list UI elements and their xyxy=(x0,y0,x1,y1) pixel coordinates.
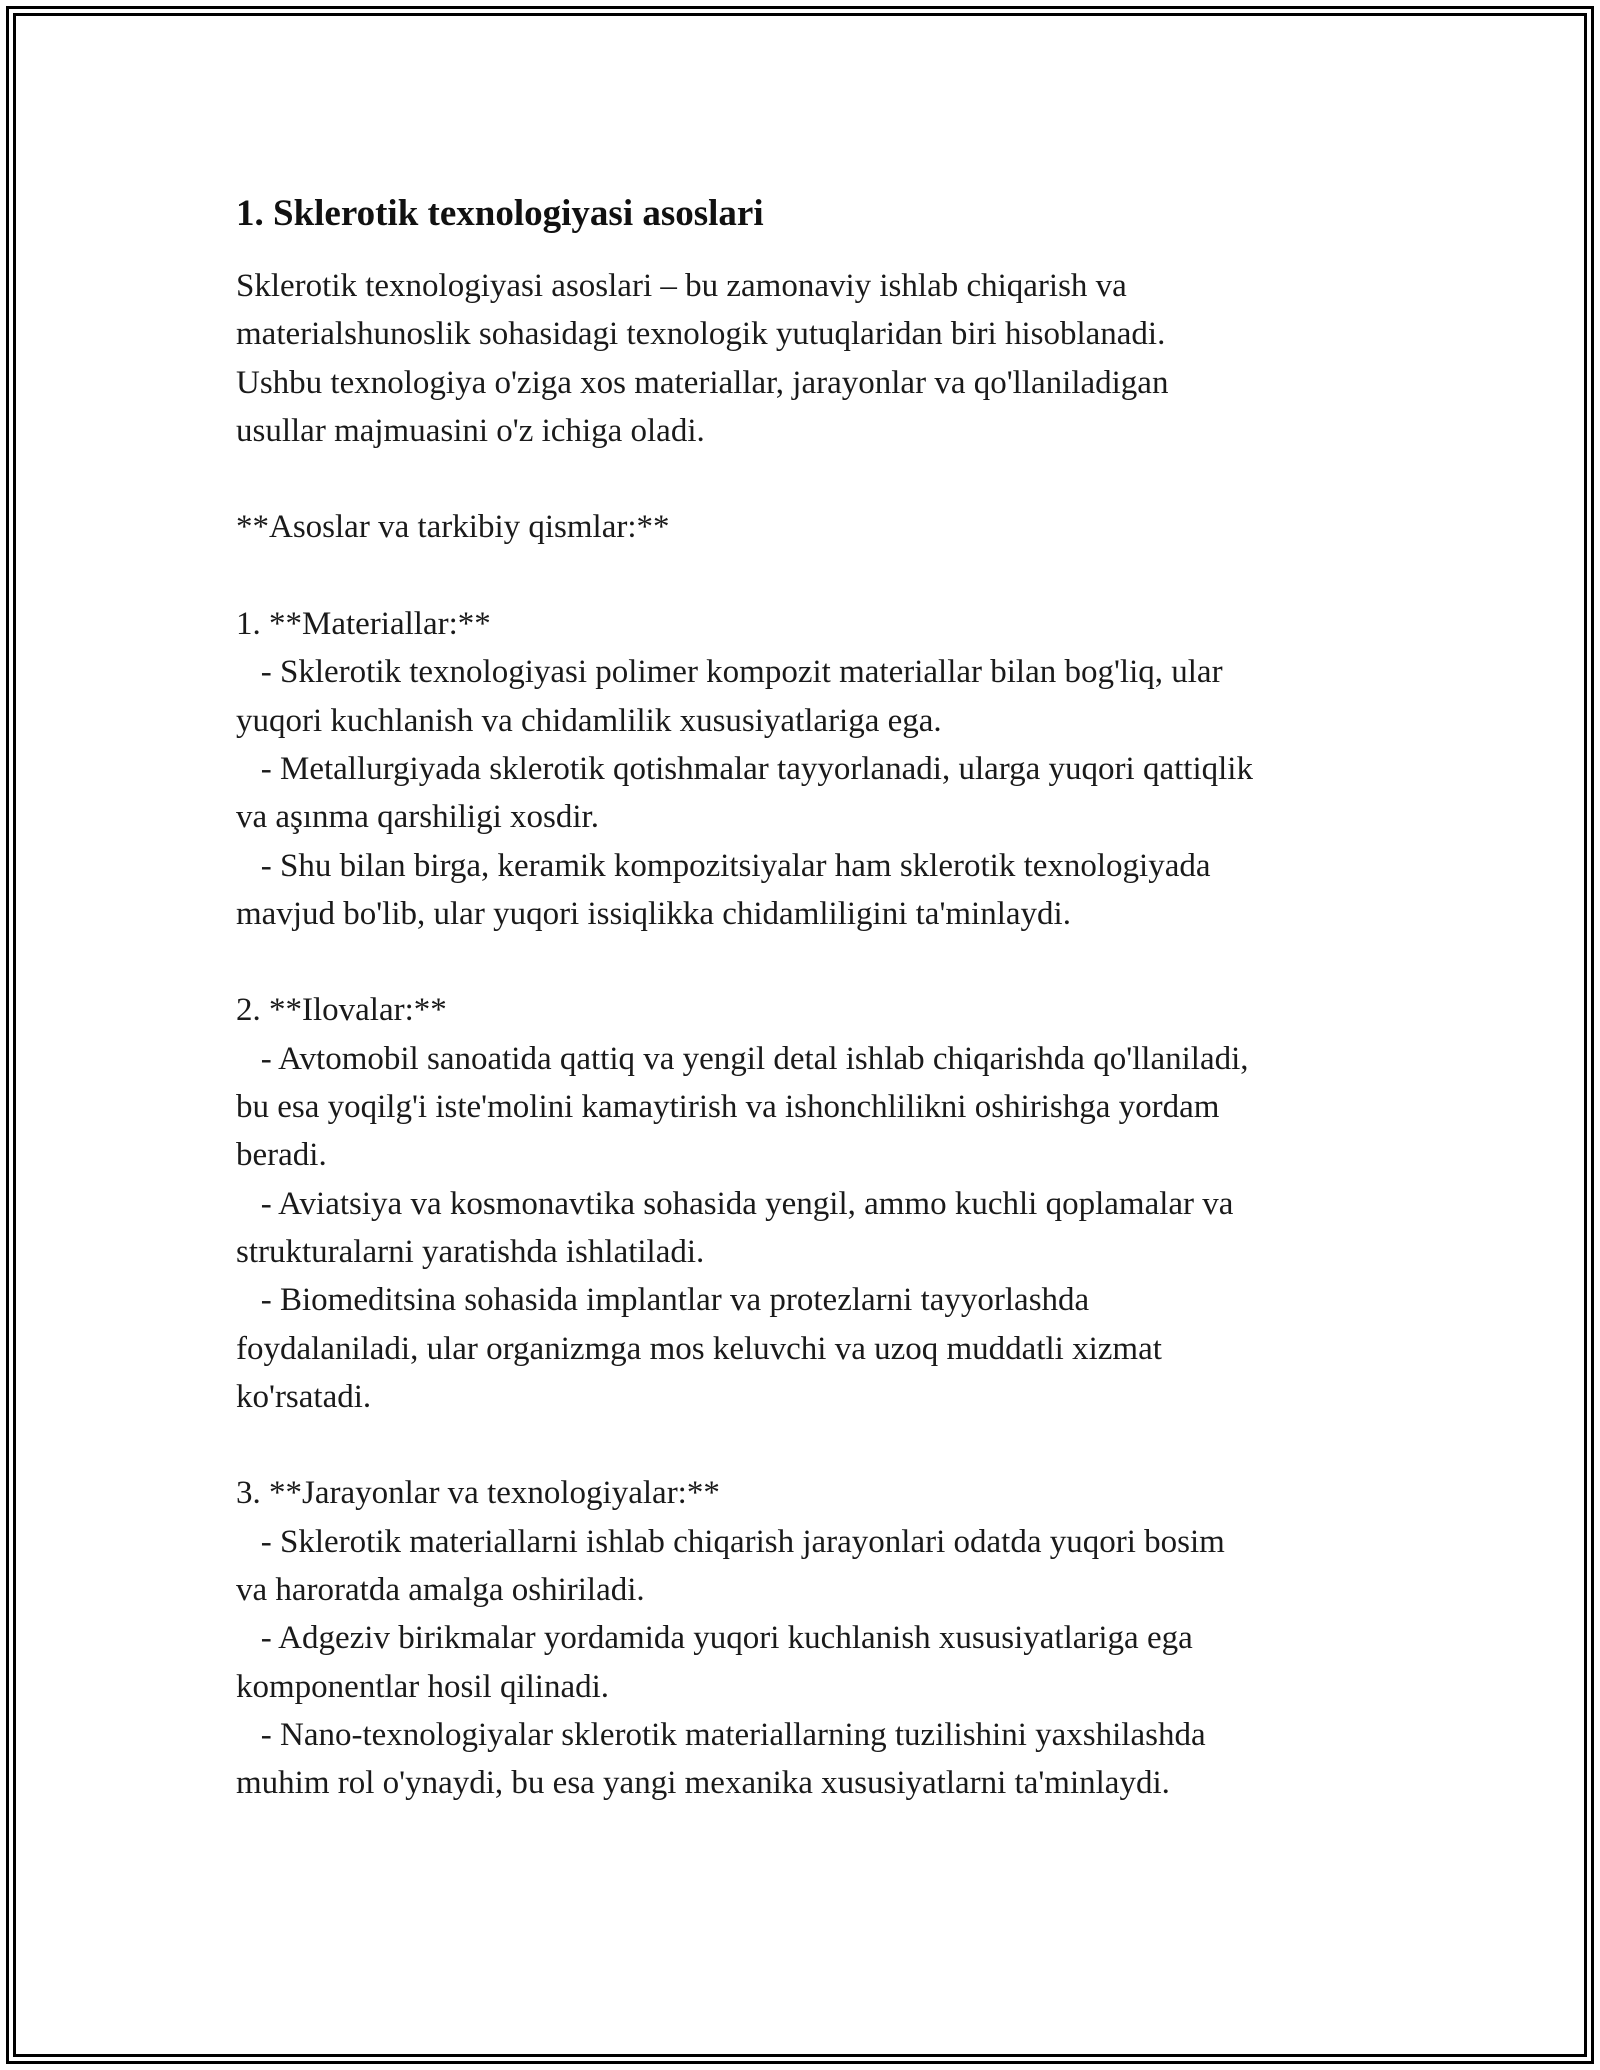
document-body-text: Sklerotik texnologiyasi asoslari – bu zamonaviy ishlab chiqarish va materialshunoslik sohasidagi texnologik yutuqlaridan biri hisoblanadi. Ushbu texnologiya o'ziga xos materiallar, jarayonlar va qo'llaniladigan usullar majmuasini o'z ichiga oladi. **Asoslar va tarkibiy qismlar:** 1. **Materiallar:** - Sklerotik texnologiyasi polimer kompozit materiallar bilan bog'liq, ular yuqori kuchlanish va chidamlilik xususiyatlariga ega. - Metallurgiyada sklerotik qotishmalar tayyorlanadi, ularga yuqori qattiqlik va aşınma qarshiligi xosdir. - Shu bilan birga, keramik kompozitsiyalar ham sklerotik texnologiyada mavjud bo'lib, ular yuqori issiqlikka chidamliligini ta'minlaydi. 2. **Ilovalar:** - Avtomobil sanoatida qattiq va yengil detal ishlab chiqarishda qo'llaniladi, bu esa yoqilg'i iste'molini kamaytirish va ishonchlilikni oshirishga yordam beradi. - Aviatsiya va kosmonavtika sohasida yengil, ammo kuchli qoplamalar va strukturalarni yaratishda ishlatiladi. - Biomeditsina sohasida implantlar va protezlarni tayyorlashda foydalaniladi, ular organizmga mos keluvchi va uzoq muddatli xizmat ko'rsatadi. 3. **Jarayonlar va texnologiyalar:** - Sklerotik materiallarni ishlab chiqarish jarayonlari odatda yuqori bosim va haroratda amalga oshiriladi. - Adgeziv birikmalar yordamida yuqori kuchlanish xususiyatlariga ega komponentlar hosil qilinadi. - Nano-texnologiyalar sklerotik materiallarning tuzilishini yaxshilashda muhim rol o'ynaydi, bu esa yangi mexanika xususiyatlarni ta'minlaydi. xyxy=(236,268,1253,1802)
document-title: 1. Sklerotik texnologiyasi asoslari xyxy=(236,193,764,234)
document-content xyxy=(236,190,1416,1808)
